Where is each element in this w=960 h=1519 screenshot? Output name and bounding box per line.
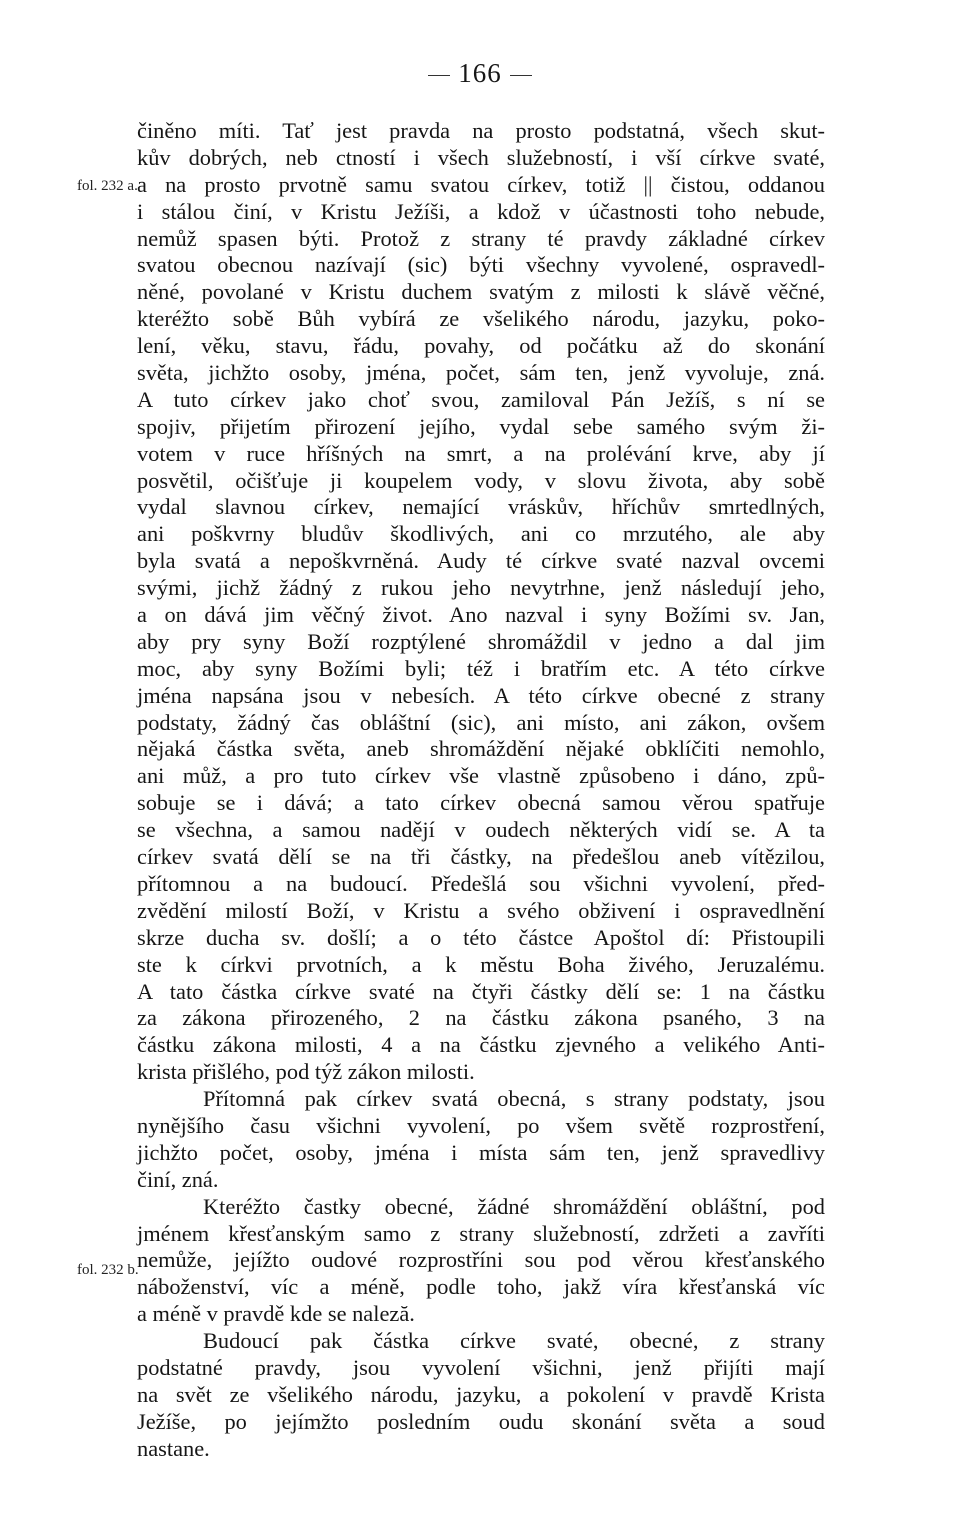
text-line: Ježíše, po jejímžto posledním oudu skonání světa a soud (137, 1408, 825, 1434)
page-number: 166 (458, 58, 502, 88)
body-text (137, 118, 825, 1463)
text-line: jménem křesťanským samo z strany služebností, zdržeti a zavříti (137, 1220, 825, 1246)
text-line: moc, aby syny Božími byli; též i bratřím etc. A této církve (137, 655, 825, 681)
text-line: Kteréžto častky obecné, žádné shromáždění obláštní, pod (203, 1193, 825, 1219)
text-line: činěno míti. Tať jest pravda na prosto podstatná, všech skut- (137, 118, 825, 143)
text-line: a méně v pravdě kde se naleză. (137, 1301, 415, 1327)
text-line: a na prosto prvotně samu svatou církev, totiž || čistou, oddanou (137, 171, 825, 197)
text-line: vydal slavnou církev, nemající vráskův, hříchův smrtedlných, (137, 494, 825, 520)
text-line: ste k církvi prvotních, a k městu Boha živého, Jeruzalému. (137, 951, 825, 977)
text-line: lení, věku, stavu, řádu, povahy, od počátku až do skonání (137, 333, 825, 359)
page-header (0, 58, 960, 89)
text-line: se všechna, a samou nadějí v oudech některých vidí se. A ta (137, 817, 825, 843)
margin-note-fol-232a: fol. 232 a. (77, 178, 138, 194)
text-line: zvědění milostí Boží, v Kristu a svého obživení i ospravedlnění (137, 897, 825, 923)
text-line: ani poškvrny bludův škodlivých, ani co mrzutého, ale aby (137, 521, 825, 547)
text-line: podstaty, žádný čas obláštní (sic), ani místo, ani zákon, ovšem (137, 709, 825, 735)
text-line: jichžto počet, osoby, jména i místa sám ten, jenž spravedlivy (137, 1139, 825, 1165)
text-line: i stálou činí, v Kristu Ježíši, a kdož v účastnosti toho nebude, (137, 198, 825, 224)
text-line: na svět ze všelikého národu, jazyku, a pokolení v pravdě Krista (137, 1381, 825, 1407)
text-line: sobuje se i dává; a tato církev obecná samou věrou spatřuje (137, 790, 825, 816)
text-line: církev svatá dělí se na tři částky, na předešlou aneb vítězilou, (137, 844, 825, 870)
text-line: nynějšího času všichni vyvolení, po všem světě rozprostření, (137, 1112, 825, 1138)
text-line: Přítomná pak církev svatá obecná, s strany podstaty, jsou (203, 1086, 825, 1112)
text-line: A tato částka církve svaté na čtyři částky dělí se: 1 na částku (137, 978, 825, 1004)
text-line: nemůž spasen býti. Protož z strany té pravdy základné církev (137, 225, 825, 251)
text-line: posvětil, očišťuje ji koupelem vody, v slovu života, aby sobě (137, 467, 825, 493)
text-line: svatou obecnou nazívají (sic) býti všechny vyvolené, ospravedl- (137, 252, 825, 278)
left-dash (428, 75, 450, 76)
text-line: spojiv, přijetím přirození jejího, vydal sebe samého svým ži- (137, 413, 825, 439)
text-line: svými, jichž žádný z rukou jeho nevytrhne, jenž následují jeho, (137, 575, 825, 601)
text-line: kův dobrých, neb ctností i všech služebností, i vší církve svaté, (137, 144, 825, 170)
margin-note-fol-232b: fol. 232 b. (77, 1262, 139, 1278)
text-line: a on dává jim věčný život. Ano nazval i syny Božími sv. Jan, (137, 602, 825, 628)
text-line: krista přišlého, pod týž zákon milosti. (137, 1059, 475, 1085)
text-line: přítomnou a na budoucí. Předešlá sou všichni vyvolení, před- (137, 870, 825, 896)
text-line: světa, jichžto osoby, jména, počet, sám ten, jenž vyvoluje, zná. (137, 360, 825, 386)
text-line: kteréžto sobě Bůh vybírá ze všelikého národu, jazyku, poko- (137, 306, 825, 332)
text-line: byla svatá a nepoškvrněná. Audy té církve svaté nazval ovcemi (137, 548, 825, 574)
text-line: skrze ducha sv. došlí; a o této částce Apoštol dí: Přistoupili (137, 924, 825, 950)
text-line: nastane. (137, 1435, 210, 1461)
text-line: A tuto církev jako choť svou, zamiloval Pán Ježíš, s ní se (137, 386, 825, 412)
text-line: ani můž, a pro tuto církev vše vlastně způsobeno i dáno, způ- (137, 763, 825, 789)
text-line: částku zákona milosti, 4 a na částku zjevného a velikého Anti- (137, 1032, 825, 1058)
text-line: votem v ruce hříšných na smrt, a na prolévání krve, aby jí (137, 440, 825, 466)
text-line: podstatné pravdy, jsou vyvolení všichni, jenž přijíti mají (137, 1354, 825, 1380)
text-line: nemůže, jejížto oudové rozprostříni sou pod věrou křesťanského (137, 1247, 825, 1273)
text-line: jména napsána jsou v nebesích. A této církve obecné z strany (137, 682, 825, 708)
text-line: Budoucí pak částka církve svaté, obecné, z strany (203, 1328, 825, 1354)
text-line: aby pry syny Boží rozptýlené shromáždil v jedno a dal jim (137, 628, 825, 654)
text-line: nějaká částka světa, aneb shromáždění nějaké obklíčiti nemohlo, (137, 736, 825, 762)
text-line: náboženství, víc a méně, podle toho, jakž víra křesťanská víc (137, 1274, 825, 1300)
right-dash (510, 75, 532, 76)
text-line: za zákona přirozeného, 2 na částku zákona psaného, 3 na (137, 1005, 825, 1031)
text-line: činí, zná. (137, 1166, 219, 1192)
text-line: něné, povolané v Kristu duchem svatým z milosti k slávě věčné, (137, 279, 825, 305)
